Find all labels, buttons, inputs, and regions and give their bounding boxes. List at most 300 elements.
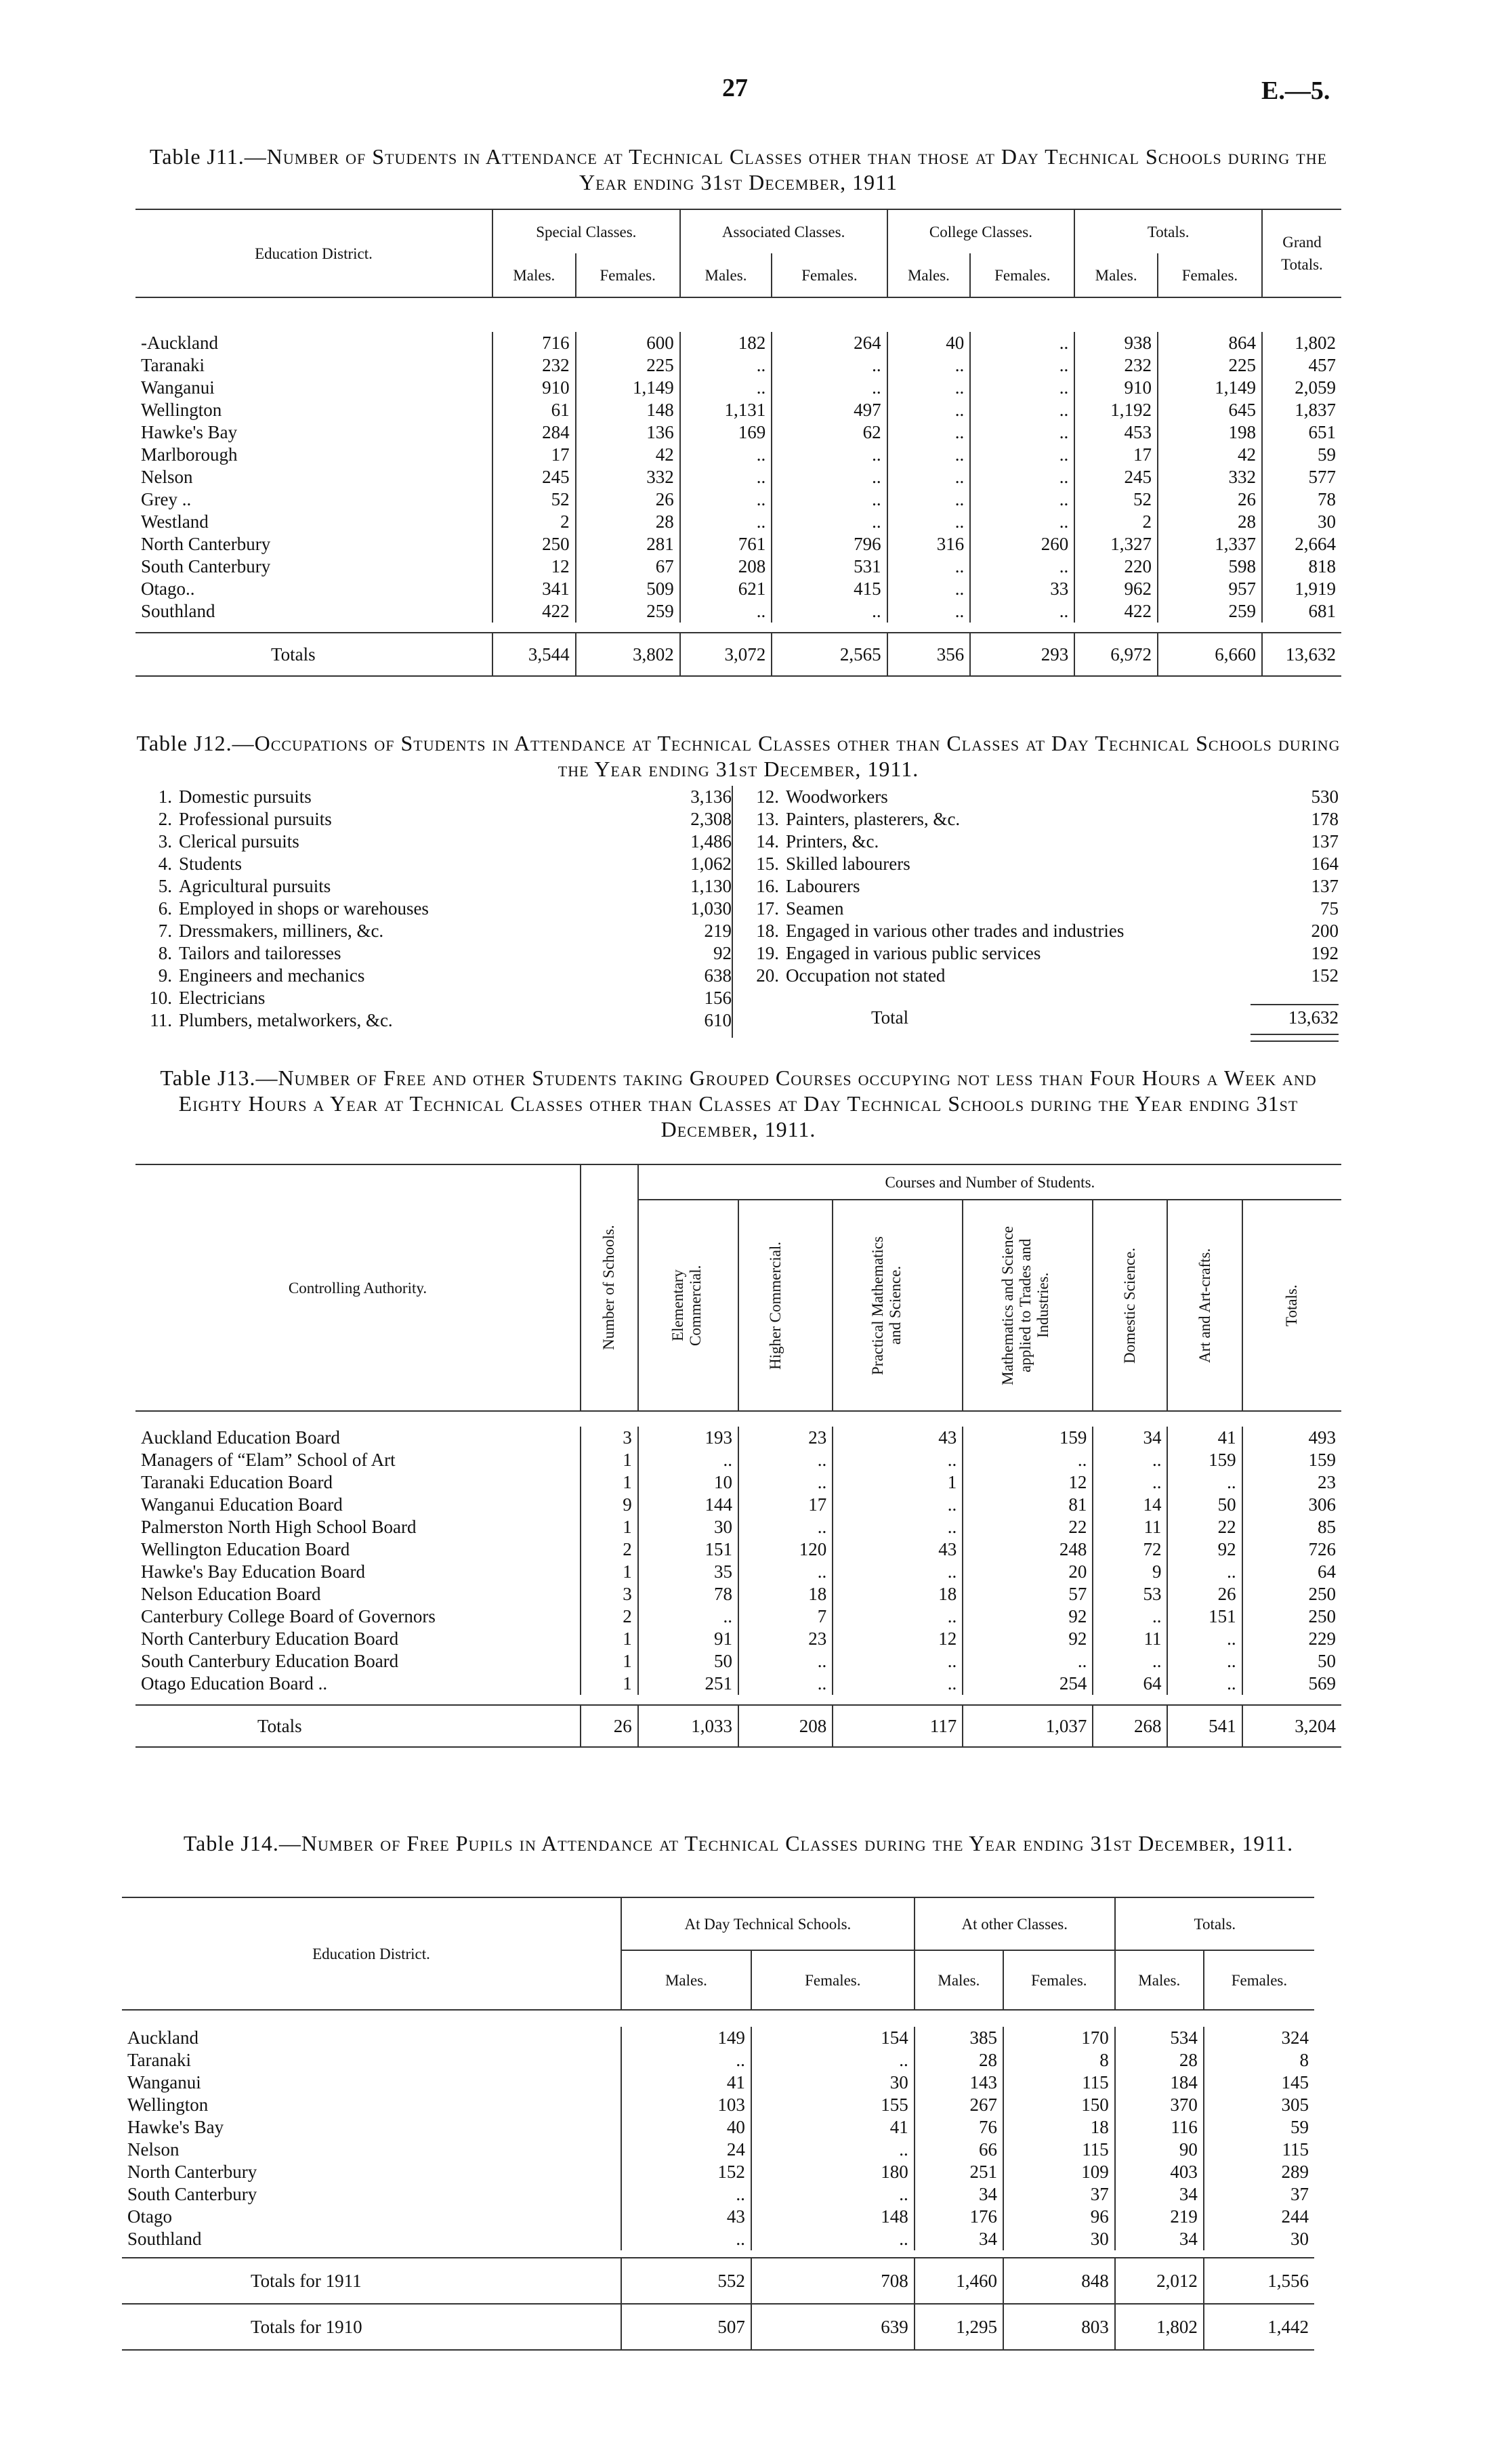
row-value: 219: [1115, 2206, 1204, 2228]
row-label: Wanganui: [127, 2072, 201, 2092]
occupation-no: 5.: [158, 876, 172, 896]
row-label: Auckland Education Board: [141, 1427, 340, 1448]
row-value: 20: [963, 1561, 1093, 1583]
row-value: 3: [581, 1583, 638, 1605]
col-authority: Controlling Authority.: [135, 1164, 581, 1411]
row-label: Taranaki: [141, 355, 205, 375]
row-value: 457: [1262, 354, 1341, 377]
row-value: ..: [738, 1516, 833, 1538]
row-label: Otago: [127, 2206, 172, 2227]
table-j14-title: Table J14.—Number of Free Pupils in Attendance at Technical Classes during the Year ending 31st December, 1911.: [183, 1831, 1294, 1855]
row-value: 422: [1074, 600, 1158, 623]
col-males: Males.: [1115, 1950, 1204, 2010]
row-value: 415: [772, 578, 887, 600]
occupation-item: [135, 853, 732, 875]
row-value: ..: [772, 600, 887, 623]
occupation-value: 219: [704, 921, 732, 941]
col-females: Females.: [970, 253, 1074, 297]
row-value: 42: [1158, 444, 1262, 466]
row-value: 50: [1167, 1494, 1242, 1516]
row-value: ..: [772, 488, 887, 511]
row-value: 208: [680, 555, 772, 578]
col-grand: Grand Totals.: [1262, 209, 1341, 297]
row-value: 30: [1262, 511, 1341, 533]
row-value: 22: [963, 1516, 1093, 1538]
col-college: College Classes.: [887, 209, 1075, 253]
table-j13: [135, 1164, 1341, 1748]
row-value: 184: [1115, 2071, 1204, 2094]
table-row: [135, 1561, 1341, 1583]
row-value: 40: [621, 2116, 751, 2139]
col-males: Males.: [492, 253, 576, 297]
row-value: ..: [1093, 1471, 1167, 1494]
row-value: 143: [915, 2071, 1003, 2094]
occupation-value: 137: [1311, 876, 1339, 896]
row-value: 2: [1074, 511, 1158, 533]
table-row: [135, 1449, 1341, 1471]
row-value: 43: [621, 2206, 751, 2228]
j13-body: [135, 1427, 1341, 1695]
j12-left-list: [135, 786, 732, 1032]
row-value: 316: [887, 533, 971, 555]
row-value: ..: [1093, 1605, 1167, 1628]
row-value: ..: [887, 377, 971, 399]
row-value: ..: [970, 488, 1074, 511]
row-value: 37: [1003, 2183, 1115, 2206]
row-value: 50: [638, 1650, 738, 1673]
col-special: Special Classes.: [492, 209, 680, 253]
row-value: 28: [915, 2049, 1003, 2071]
occupation-label: Agricultural pursuits: [179, 876, 331, 896]
row-value: 1,192: [1074, 399, 1158, 421]
row-value: ..: [970, 466, 1074, 488]
table-row: [135, 511, 1341, 533]
row-label: South Canterbury Education Board: [141, 1651, 399, 1671]
row-value: ..: [621, 2049, 751, 2071]
col-maths: Mathematics and Science applied to Trades and Industries.: [963, 1200, 1093, 1411]
table-row: [122, 2116, 1314, 2139]
table-row: [122, 2183, 1314, 2206]
row-label: North Canterbury: [141, 534, 271, 554]
occupation-no: 8.: [158, 943, 172, 963]
row-value: 761: [680, 533, 772, 555]
row-value: 28: [1158, 511, 1262, 533]
row-value: 332: [576, 466, 680, 488]
row-value: 245: [1074, 466, 1158, 488]
row-value: 120: [738, 1538, 833, 1561]
j12-right-list: [742, 786, 1339, 987]
table-row: [135, 578, 1341, 600]
row-label: Southland: [127, 2229, 202, 2249]
row-value: 422: [492, 600, 576, 623]
occupation-item: [742, 808, 1339, 830]
occupation-item: [742, 830, 1339, 853]
occupation-no: 10.: [149, 988, 172, 1008]
table-row: [135, 1673, 1341, 1695]
occupation-value: 1,486: [690, 831, 732, 851]
row-value: ..: [963, 1449, 1093, 1471]
row-value: ..: [638, 1605, 738, 1628]
row-value: 193: [638, 1427, 738, 1449]
row-value: 341: [492, 578, 576, 600]
row-value: 716: [492, 332, 576, 354]
row-value: 726: [1242, 1538, 1341, 1561]
row-value: ..: [833, 1516, 963, 1538]
occupation-label: Plumbers, metalworkers, &c.: [179, 1010, 393, 1030]
row-value: 53: [1093, 1583, 1167, 1605]
row-value: 182: [680, 332, 772, 354]
occupation-no: 1.: [158, 786, 172, 807]
occupation-value: 152: [1311, 965, 1339, 986]
row-value: 796: [772, 533, 887, 555]
row-value: ..: [833, 1605, 963, 1628]
table-row: [135, 421, 1341, 444]
row-value: 910: [1074, 377, 1158, 399]
row-value: 1: [581, 1628, 638, 1650]
row-value: 50: [1242, 1650, 1341, 1673]
row-value: 957: [1158, 578, 1262, 600]
page-number: 27: [722, 74, 748, 102]
col-district: Education District.: [122, 1897, 621, 2010]
row-value: 42: [576, 444, 680, 466]
row-value: 151: [1167, 1605, 1242, 1628]
row-value: 9: [581, 1494, 638, 1516]
table-row: [135, 1650, 1341, 1673]
row-value: ..: [833, 1494, 963, 1516]
row-value: 148: [751, 2206, 915, 2228]
row-label: Canterbury College Board of Governors: [141, 1606, 436, 1626]
table-row: [135, 1583, 1341, 1605]
row-value: 1,919: [1262, 578, 1341, 600]
row-value: 11: [1093, 1628, 1167, 1650]
row-value: 1,837: [1262, 399, 1341, 421]
row-value: 251: [915, 2161, 1003, 2183]
row-value: ..: [887, 466, 971, 488]
row-value: 1,131: [680, 399, 772, 421]
row-value: ..: [963, 1650, 1093, 1673]
occupation-item: [742, 875, 1339, 898]
row-value: 1,149: [1158, 377, 1262, 399]
col-other-classes: At other Classes.: [915, 1897, 1115, 1950]
row-value: ..: [680, 600, 772, 623]
row-value: 23: [738, 1628, 833, 1650]
row-value: 259: [1158, 600, 1262, 623]
row-value: 260: [970, 533, 1074, 555]
row-label: North Canterbury: [127, 2162, 257, 2182]
occupation-label: Electricians: [179, 988, 266, 1008]
row-label: Hawke's Bay Education Board: [141, 1561, 366, 1582]
occupation-item: [742, 898, 1339, 920]
row-value: 577: [1262, 466, 1341, 488]
row-label: Grey ..: [141, 489, 192, 509]
row-value: ..: [738, 1449, 833, 1471]
row-value: ..: [970, 444, 1074, 466]
occupation-label: Students: [179, 854, 243, 874]
row-value: 52: [1074, 488, 1158, 511]
row-value: 57: [963, 1583, 1093, 1605]
row-value: 251: [638, 1673, 738, 1695]
occupation-value: 638: [704, 965, 732, 986]
occupation-item: [742, 942, 1339, 965]
row-value: 264: [772, 332, 887, 354]
occupation-label: Engineers and mechanics: [179, 965, 365, 986]
occupation-item: [742, 920, 1339, 942]
row-value: 28: [576, 511, 680, 533]
row-value: 149: [621, 2027, 751, 2049]
row-value: 41: [621, 2071, 751, 2094]
row-value: ..: [1093, 1650, 1167, 1673]
row-value: 176: [915, 2206, 1003, 2228]
row-value: 67: [576, 555, 680, 578]
occupation-item: [135, 920, 732, 942]
j14-totals-1911: Totals for 1911 552 708 1,460 848 2,012 1,556: [122, 2258, 1314, 2304]
row-label: Westland: [141, 511, 209, 532]
row-label: Nelson Education Board: [141, 1584, 321, 1604]
row-value: 1: [581, 1650, 638, 1673]
table-j12-title: Table J12.—Occupations of Students in Attendance at Technical Classes other than Classes at Day Technical Schools during the Year ending 31st December, 1911.: [136, 731, 1341, 781]
row-value: ..: [738, 1673, 833, 1695]
col-associated: Associated Classes.: [680, 209, 887, 253]
row-value: 1,337: [1158, 533, 1262, 555]
occupation-item: [742, 786, 1339, 808]
col-males: Males.: [680, 253, 772, 297]
row-value: 90: [1115, 2139, 1204, 2161]
row-value: 85: [1242, 1516, 1341, 1538]
row-value: 569: [1242, 1673, 1341, 1695]
occupation-no: 16.: [756, 876, 779, 896]
occupation-value: 610: [704, 1010, 732, 1030]
occupation-value: 1,130: [690, 876, 732, 896]
row-value: 17: [492, 444, 576, 466]
col-males: Males.: [915, 1950, 1003, 2010]
row-value: ..: [638, 1449, 738, 1471]
row-value: 284: [492, 421, 576, 444]
row-value: ..: [1167, 1673, 1242, 1695]
row-value: 37: [1204, 2183, 1314, 2206]
row-value: ..: [772, 444, 887, 466]
row-label: Auckland: [127, 2027, 198, 2048]
occupation-value: 2,308: [690, 809, 732, 829]
table-row: [122, 2094, 1314, 2116]
col-totals: Totals.: [1242, 1200, 1341, 1411]
row-value: 259: [576, 600, 680, 623]
row-value: 148: [576, 399, 680, 421]
table-row: [122, 2228, 1314, 2250]
row-value: 92: [963, 1628, 1093, 1650]
row-label: Wellington Education Board: [141, 1539, 350, 1559]
row-value: 18: [1003, 2116, 1115, 2139]
row-value: 109: [1003, 2161, 1115, 2183]
table-row: [135, 1605, 1341, 1628]
row-value: 35: [638, 1561, 738, 1583]
row-value: 180: [751, 2161, 915, 2183]
row-value: 154: [751, 2027, 915, 2049]
row-value: ..: [887, 444, 971, 466]
row-value: 306: [1242, 1494, 1341, 1516]
row-value: 938: [1074, 332, 1158, 354]
row-label: South Canterbury: [127, 2184, 257, 2204]
occupation-label: Printers, &c.: [786, 831, 879, 851]
row-value: 145: [1204, 2071, 1314, 2094]
table-row: [135, 488, 1341, 511]
row-label: Marlborough: [141, 444, 238, 465]
row-value: ..: [738, 1471, 833, 1494]
row-value: 23: [738, 1427, 833, 1449]
row-value: 52: [492, 488, 576, 511]
row-value: 12: [963, 1471, 1093, 1494]
row-value: 250: [1242, 1583, 1341, 1605]
col-females: Females.: [1204, 1950, 1314, 2010]
row-value: 12: [833, 1628, 963, 1650]
row-value: 305: [1204, 2094, 1314, 2116]
j11-totals-row: Totals 3,544 3,802 3,072 2,565 356 293 6,972 6,660 13,632: [135, 633, 1341, 676]
row-value: ..: [970, 600, 1074, 623]
occupation-no: 14.: [756, 831, 779, 851]
row-value: 598: [1158, 555, 1262, 578]
row-value: 232: [1074, 354, 1158, 377]
row-value: 232: [492, 354, 576, 377]
row-value: ..: [1167, 1561, 1242, 1583]
j13-totals-row: Totals 26 1,033 208 117 1,037 268 541 3,204: [135, 1705, 1341, 1747]
col-females: Females.: [772, 253, 887, 297]
row-value: 1: [581, 1673, 638, 1695]
row-value: ..: [738, 1561, 833, 1583]
row-value: 170: [1003, 2027, 1115, 2049]
row-value: 864: [1158, 332, 1262, 354]
col-elementary: Elementary Commercial.: [638, 1200, 738, 1411]
col-females: Females.: [576, 253, 680, 297]
row-value: 651: [1262, 421, 1341, 444]
row-value: 28: [1115, 2049, 1204, 2071]
row-value: 150: [1003, 2094, 1115, 2116]
row-value: ..: [621, 2228, 751, 2250]
row-value: 332: [1158, 466, 1262, 488]
row-value: 24: [621, 2139, 751, 2161]
row-value: 18: [738, 1583, 833, 1605]
row-value: 103: [621, 2094, 751, 2116]
row-value: 1: [581, 1516, 638, 1538]
occupation-no: 4.: [158, 854, 172, 874]
row-label: Otago Education Board ..: [141, 1673, 328, 1694]
row-value: 26: [576, 488, 680, 511]
table-row: [135, 1427, 1341, 1449]
occupation-label: Occupation not stated: [786, 965, 946, 986]
table-row: [135, 1516, 1341, 1538]
row-value: 289: [1204, 2161, 1314, 2183]
occupation-item: [135, 965, 732, 987]
row-value: 250: [1242, 1605, 1341, 1628]
occupation-label: Clerical pursuits: [179, 831, 299, 851]
table-j11-title: Table J11.—Number of Students in Attendance at Technical Classes other than those at Day Technical Schools during the Year ending 31st December, 1911: [149, 144, 1328, 194]
row-value: ..: [887, 578, 971, 600]
report-reference: E.—5.: [1261, 77, 1330, 105]
row-value: ..: [751, 2139, 915, 2161]
row-label: Wellington: [127, 2095, 209, 2115]
occupation-value: 92: [713, 943, 732, 963]
occupation-value: 3,136: [690, 786, 732, 807]
row-value: 1,802: [1262, 332, 1341, 354]
occupation-no: 2.: [158, 809, 172, 829]
occupation-value: 200: [1311, 921, 1339, 941]
row-value: 493: [1242, 1427, 1341, 1449]
occupation-label: Engaged in various other trades and industries: [786, 921, 1125, 941]
row-value: 600: [576, 332, 680, 354]
j12-total: Total 13,632: [871, 1007, 1339, 1028]
j14-totals-1910: Totals for 1910 507 639 1,295 803 1,802 1,442: [122, 2304, 1314, 2350]
row-value: 144: [638, 1494, 738, 1516]
row-label: Taranaki: [127, 2050, 192, 2070]
table-row: [135, 377, 1341, 399]
row-value: 34: [1115, 2228, 1204, 2250]
row-value: 26: [1158, 488, 1262, 511]
occupation-label: Dressmakers, milliners, &c.: [179, 921, 384, 941]
occupation-label: Seamen: [786, 898, 844, 919]
row-value: ..: [887, 354, 971, 377]
row-value: 244: [1204, 2206, 1314, 2228]
row-value: ..: [887, 488, 971, 511]
j12-total-double-rule: [1251, 1034, 1339, 1042]
table-row: [135, 1494, 1341, 1516]
row-value: 17: [738, 1494, 833, 1516]
row-value: 1: [833, 1471, 963, 1494]
row-value: 7: [738, 1605, 833, 1628]
table-row: [135, 1628, 1341, 1650]
col-day-schools: At Day Technical Schools.: [621, 1897, 915, 1950]
row-value: 152: [621, 2161, 751, 2183]
row-value: 64: [1242, 1561, 1341, 1583]
occupation-label: Professional pursuits: [179, 809, 332, 829]
row-value: 2: [581, 1538, 638, 1561]
occupation-label: Woodworkers: [786, 786, 888, 807]
row-value: ..: [970, 555, 1074, 578]
row-value: ..: [887, 555, 971, 578]
col-schools: Number of Schools.: [581, 1164, 638, 1411]
occupation-no: 13.: [756, 809, 779, 829]
row-label: North Canterbury Education Board: [141, 1628, 399, 1649]
row-value: ..: [970, 399, 1074, 421]
row-value: ..: [621, 2183, 751, 2206]
row-value: 96: [1003, 2206, 1115, 2228]
row-label: Wanganui: [141, 377, 215, 398]
row-value: 8: [1003, 2049, 1115, 2071]
row-value: ..: [680, 354, 772, 377]
row-value: 81: [963, 1494, 1093, 1516]
row-value: 12: [492, 555, 576, 578]
row-value: 17: [1074, 444, 1158, 466]
col-totals: Totals.: [1074, 209, 1262, 253]
row-value: 34: [915, 2228, 1003, 2250]
row-value: ..: [833, 1561, 963, 1583]
row-value: 43: [833, 1538, 963, 1561]
row-value: ..: [680, 377, 772, 399]
occupation-label: Engaged in various public services: [786, 943, 1041, 963]
j12-divider: [732, 786, 733, 1038]
row-value: 23: [1242, 1471, 1341, 1494]
occupation-label: Domestic pursuits: [179, 786, 312, 807]
occupation-item: [742, 853, 1339, 875]
row-value: 910: [492, 377, 576, 399]
row-value: 30: [751, 2071, 915, 2094]
row-value: 225: [576, 354, 680, 377]
occupation-item: [742, 965, 1339, 987]
col-totals: Totals.: [1115, 1897, 1314, 1950]
row-value: 30: [1204, 2228, 1314, 2250]
row-value: 91: [638, 1628, 738, 1650]
row-value: 59: [1204, 2116, 1314, 2139]
row-value: ..: [680, 444, 772, 466]
table-row: [135, 555, 1341, 578]
row-value: ..: [1167, 1628, 1242, 1650]
